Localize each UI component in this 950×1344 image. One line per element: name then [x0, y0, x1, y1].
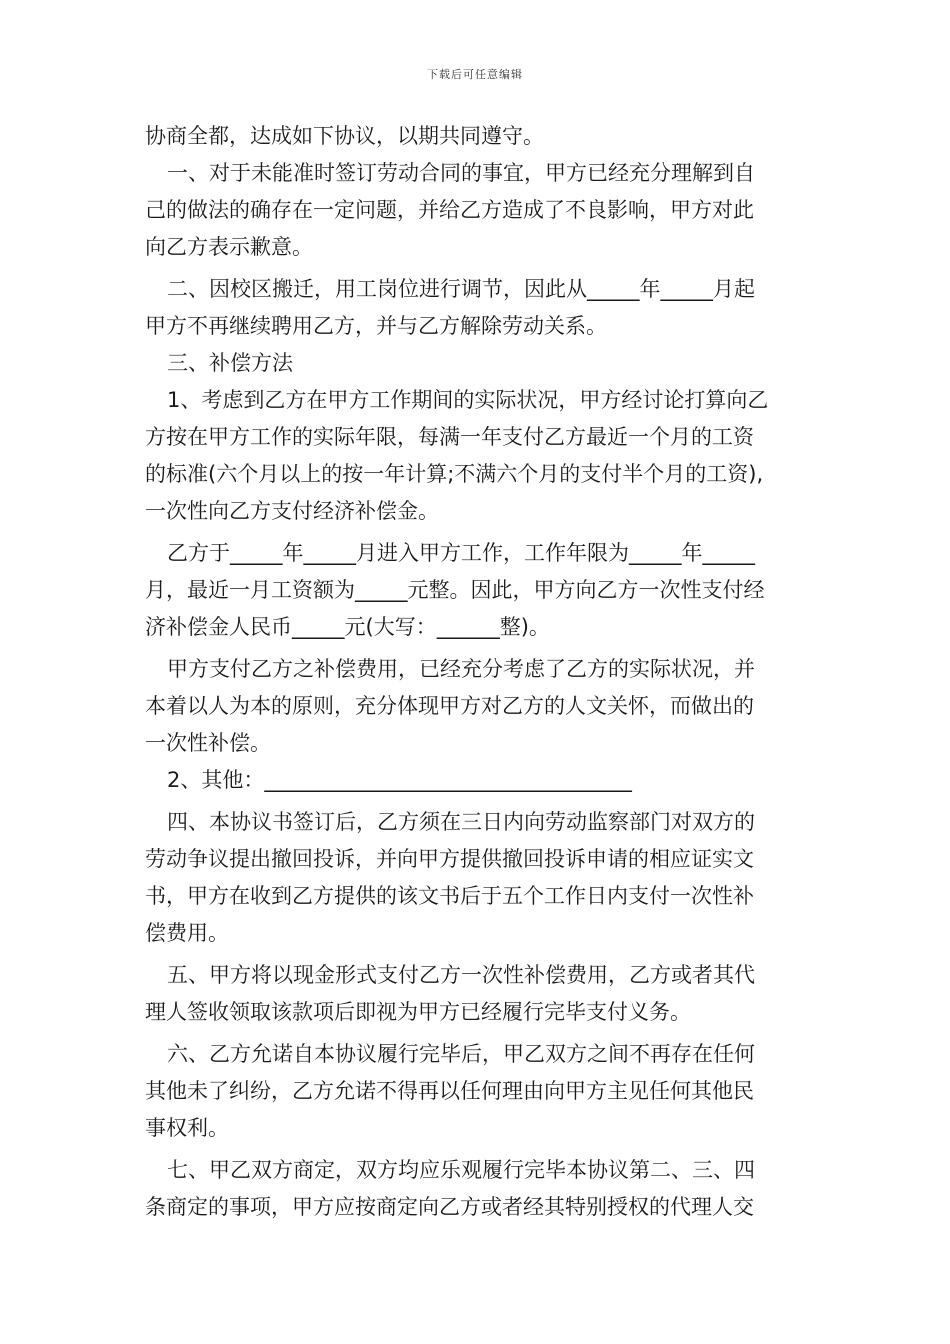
- clause-six-line: 六、乙方允诺自本协议履行完毕后，甲乙双方之间不再存在任何: [167, 1042, 755, 1066]
- text-line: 向乙方表示歉意。: [145, 235, 313, 259]
- clause-two-line: 二、因校区搬迁，用工岗位进行调节，因此从_____年_____月起: [167, 277, 755, 301]
- clause-four-line: 四、本协议书签订后，乙方须在三日内向劳动监察部门对双方的: [167, 810, 755, 834]
- fill-in-line: 济补偿金人民币_____元(大写：______整)。: [145, 615, 550, 639]
- text-line: 条商定的事项，甲方应按商定向乙方或者经其特别授权的代理人交: [145, 1195, 754, 1219]
- text-line: 理人签收领取该款项后即视为甲方已经履行完毕支付义务。: [145, 1000, 691, 1024]
- text-line: 方按在甲方工作的实际年限，每满一年支付乙方最近一个月的工资: [145, 425, 754, 449]
- clause-one-line: 一、对于未能准时签订劳动合同的事宜，甲方已经充分理解到自: [167, 161, 755, 185]
- item-one-line: 1、考虑到乙方在甲方工作期间的实际状况，甲方经讨论打算向乙: [167, 388, 769, 412]
- text-line: 事权利。: [145, 1116, 229, 1140]
- text-line: 其他未了纠纷，乙方允诺不得再以任何理由向甲方主见任何其他民: [145, 1079, 754, 1103]
- text-line: 一次性补偿。: [145, 731, 271, 755]
- text-line: 书，甲方在收到乙方提供的该文书后于五个工作日内支付一次性补: [145, 884, 754, 908]
- text-line: 协商全都，达成如下协议，以期共同遵守。: [145, 124, 544, 148]
- fill-in-line: 乙方于_____年_____月进入甲方工作，工作年限为_____年_____: [167, 541, 755, 565]
- document-body: [145, 118, 813, 1226]
- text-line: 一次性向乙方支付经济补偿金。: [145, 499, 439, 523]
- text-line: 甲方支付乙方之补偿费用，已经充分考虑了乙方的实际状况，并: [167, 657, 755, 681]
- text-line: 己的做法的确存在一定问题，并给乙方造成了不良影响，甲方对此: [145, 198, 754, 222]
- text-line: 本着以人为本的原则，充分体现甲方对乙方的人文关怀，而做出的: [145, 694, 754, 718]
- fill-in-line: 月，最近一月工资额为_____元整。因此，甲方向乙方一次性支付经: [145, 578, 765, 602]
- text-line: 偿费用。: [145, 921, 229, 945]
- page-header: 下载后可任意编辑: [427, 68, 523, 81]
- item-two-line: 2、其他：___________________________________: [167, 768, 632, 792]
- clause-five-line: 五、甲方将以现金形式支付乙方一次性补偿费用，乙方或者其代: [167, 963, 755, 987]
- text-line: 劳动争议提出撤回投诉，并向甲方提供撤回投诉申请的相应证实文: [145, 847, 754, 871]
- text-line: 甲方不再继续聘用乙方，并与乙方解除劳动关系。: [145, 314, 607, 338]
- text-line: 的标准(六个月以上的按一年计算;不满六个月的支付半个月的工资),: [145, 462, 764, 486]
- clause-seven-line: 七、甲乙双方商定，双方均应乐观履行完毕本协议第二、三、四: [167, 1158, 755, 1182]
- clause-three-heading: 三、补偿方法: [167, 351, 293, 375]
